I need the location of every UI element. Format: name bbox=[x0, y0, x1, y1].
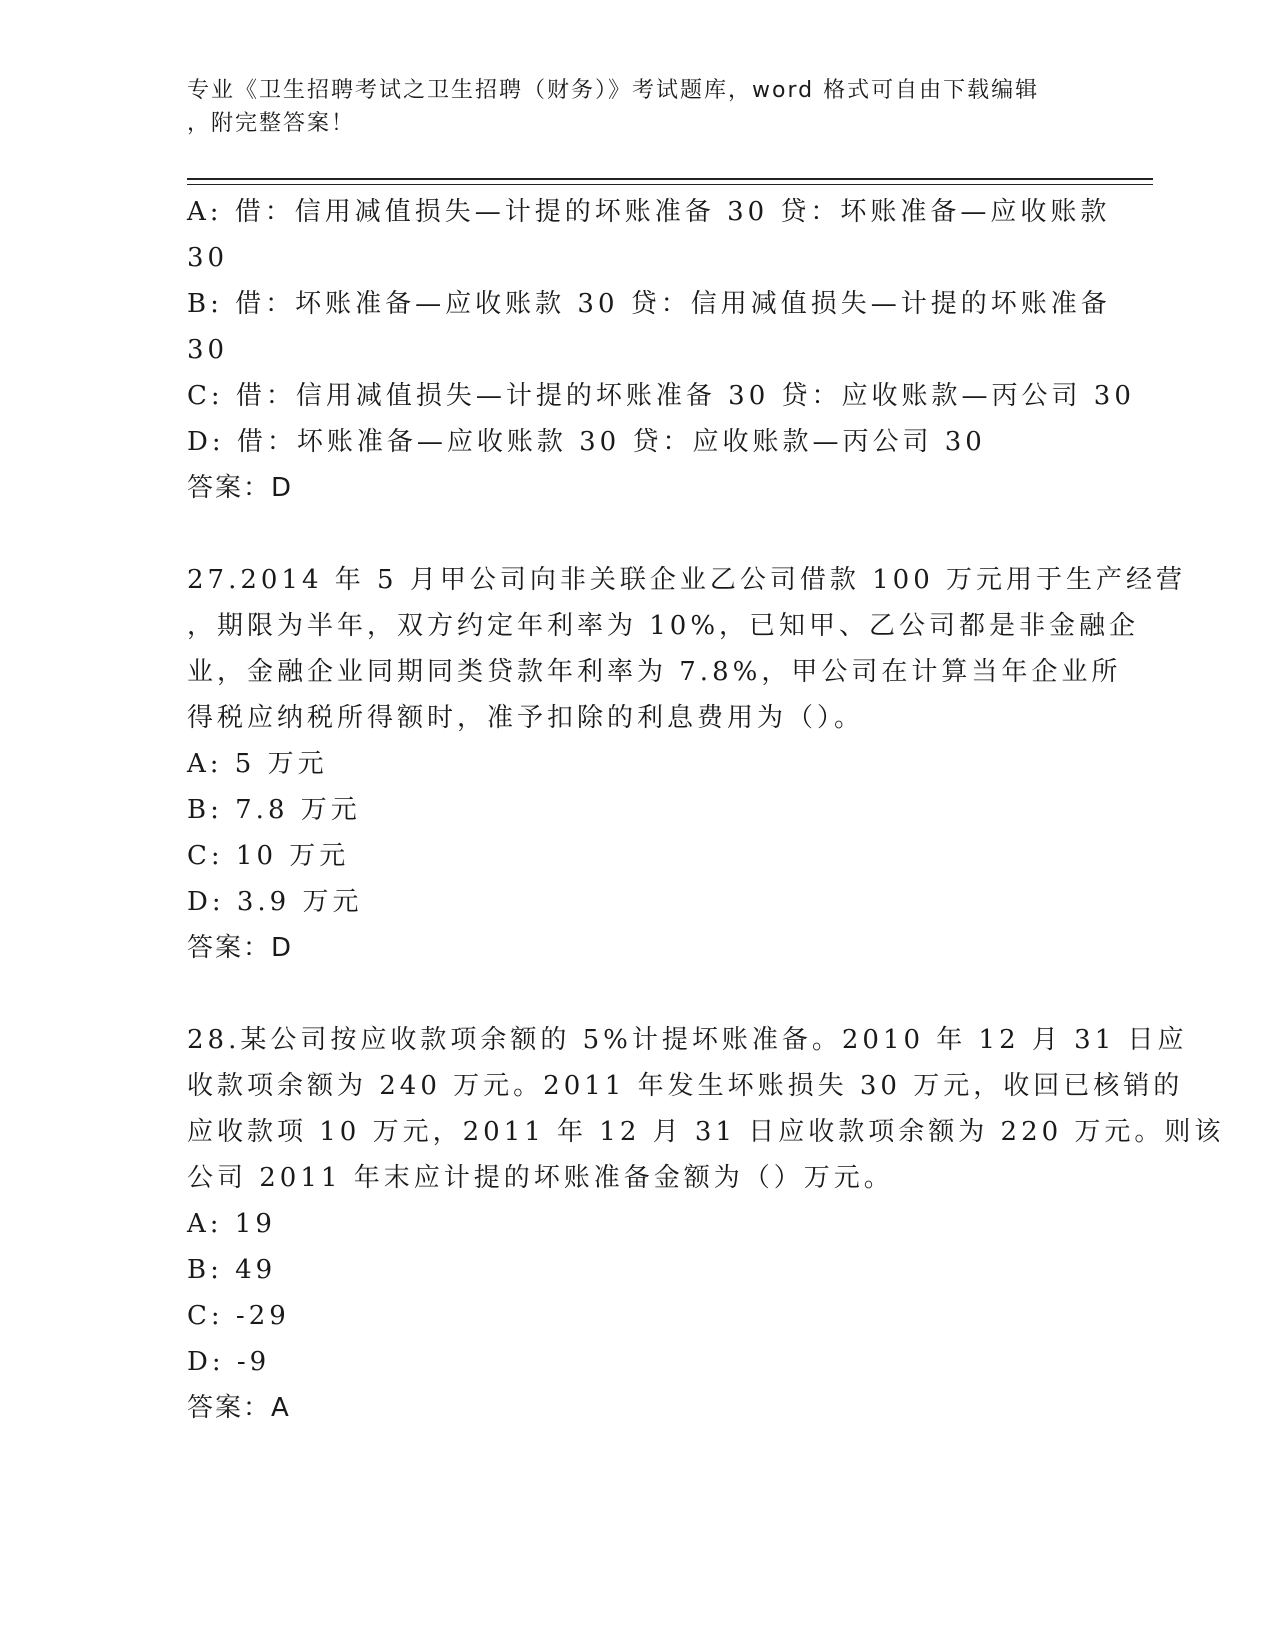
option-d: D: -9 bbox=[187, 1347, 271, 1377]
option-c: C: 借：信用减值损失—计提的坏账准备 30 贷：应收账款—丙公司 30 bbox=[187, 381, 1135, 411]
question-28 bbox=[187, 1017, 1225, 1431]
option-d: D: 3.9 万元 bbox=[187, 887, 363, 917]
option-d: D: 借：坏账准备—应收账款 30 贷：应收账款—丙公司 30 bbox=[187, 427, 986, 457]
answer: 答案：A bbox=[187, 1393, 291, 1423]
header-divider-thick bbox=[187, 178, 1153, 180]
question-stem: 27.2014 年 5 月甲公司向非关联企业乙公司借款 100 万元用于生产经营 bbox=[187, 565, 1187, 595]
option-b-continued: 30 bbox=[187, 335, 229, 365]
answer: 答案：D bbox=[187, 933, 294, 963]
question-stem: 应收款项 10 万元，2011 年 12 月 31 日应收款项余额为 220 万元。则该 bbox=[187, 1117, 1225, 1147]
option-b: B: 借：坏账准备—应收账款 30 贷：信用减值损失—计提的坏账准备 bbox=[187, 289, 1111, 319]
question-27 bbox=[187, 557, 1187, 971]
option-b: B: 7.8 万元 bbox=[187, 795, 361, 825]
question-stem: 公司 2011 年末应计提的坏账准备金额为（）万元。 bbox=[187, 1163, 894, 1193]
question-stem: 收款项余额为 240 万元。2011 年发生坏账损失 30 万元，收回已核销的 bbox=[187, 1071, 1184, 1101]
option-a: A: 19 bbox=[187, 1209, 276, 1239]
page-header bbox=[187, 74, 1087, 140]
answer: 答案：D bbox=[187, 473, 294, 503]
spacer bbox=[187, 971, 1087, 1017]
spacer bbox=[187, 511, 1087, 557]
question-stem: 业，金融企业同期同类贷款年利率为 7.8%，甲公司在计算当年企业所 bbox=[187, 657, 1122, 687]
option-a: A: 借：信用减值损失—计提的坏账准备 30 贷：坏账准备—应收账款 bbox=[187, 197, 1111, 227]
header-divider-thin bbox=[187, 184, 1153, 185]
header-line-2: ，附完整答案！ bbox=[187, 111, 356, 136]
option-a-continued: 30 bbox=[187, 243, 229, 273]
option-b: B: 49 bbox=[187, 1255, 277, 1285]
question-stem: ，期限为半年，双方约定年利率为 10%，已知甲、乙公司都是非金融企 bbox=[187, 611, 1140, 641]
question-stem: 28.某公司按应收款项余额的 5%计提坏账准备。2010 年 12 月 31 日应 bbox=[187, 1025, 1188, 1055]
option-c: C: 10 万元 bbox=[187, 841, 350, 871]
header-line-1: 专业《卫生招聘考试之卫生招聘（财务）》考试题库，word 格式可自由下载编辑 bbox=[187, 78, 1040, 103]
question-26 bbox=[187, 189, 1135, 511]
option-a: A: 5 万元 bbox=[187, 749, 328, 779]
option-c: C: -29 bbox=[187, 1301, 290, 1331]
question-stem: 得税应纳税所得额时，准予扣除的利息费用为（）。 bbox=[187, 703, 865, 733]
question-list bbox=[187, 189, 1225, 1431]
